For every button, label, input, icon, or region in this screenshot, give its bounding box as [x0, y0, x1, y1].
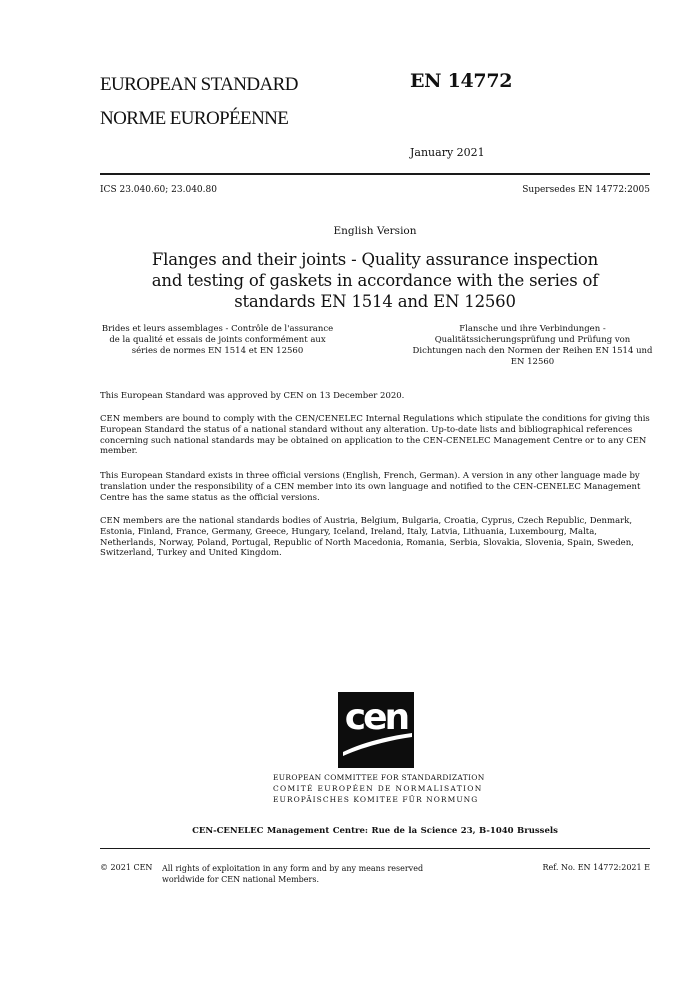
standard-type-english: EUROPEAN STANDARD: [100, 74, 298, 95]
publication-date: January 2021: [410, 146, 485, 159]
management-centre-address: CEN-CENELEC Management Centre: Rue de la Science 23, B-1040 Brussels: [192, 826, 558, 836]
german-title: Flansche und ihre Verbindungen - Qualitätssicherungsprüfung und Prüfung von Dichtungen nach den Normen der Reihen EN 1514 und EN 12560: [412, 324, 653, 367]
organization-name-english: EUROPEAN COMMITTEE FOR STANDARDIZATION: [273, 773, 485, 782]
official-versions-paragraph: This European Standard exists in three official versions (English, French, German). A version in any other language made by translation under the responsibility of a CEN member into its own language and notified to the CEN-CENELEC Management Centre has the same status as the official versions.: [100, 471, 641, 503]
members-paragraph: CEN members are the national standards bodies of Austria, Belgium, Bulgaria, Croatia, Cyprus, Czech Republic, Denmark, Estonia, Finland, France, Germany, Greece, Hungary, Iceland, Ireland, Italy, Latvia, Lithuania, Luxembourg, Malta, Netherlands, Norway, Poland, Portugal, Republic of North Macedonia, Romania, Serbia, Slovakia, Slovenia, Spain, Sweden, Switzerland, Turkey and United Kingdom.: [100, 516, 634, 559]
top-divider: [100, 173, 650, 175]
document-title: Flanges and their joints - Quality assurance inspection and testing of gaskets in accordance with the series of standards EN 1514 and EN 12560: [151, 250, 599, 311]
bottom-divider: [100, 848, 650, 849]
approval-paragraph: This European Standard was approved by CEN on 13 December 2020.: [100, 391, 405, 401]
french-title: Brides et leurs assemblages - Contrôle de l'assurance de la qualité et essais de joints conformément aux séries de normes EN 1514 et EN 12560: [101, 324, 334, 356]
reference-number: Ref. No. EN 14772:2021 E: [542, 863, 650, 872]
organization-name-german: EUROPÄISCHES KOMITEE FÜR NORMUNG: [273, 795, 479, 804]
standard-type-french: NORME EUROPÉENNE: [100, 108, 289, 129]
ics-codes: ICS 23.040.60; 23.040.80: [100, 185, 217, 195]
compliance-paragraph: CEN members are bound to comply with the CEN/CENELEC Internal Regulations which stipulate the conditions for giving this European Standard the status of a national standard without any alteration. Up-to-date lists and bibliographical references concerning such national standards may be obtained on application to the CEN-CENELEC Management Centre or to any CEN member.: [100, 414, 650, 457]
rights-statement: All rights of exploitation in any form and by any means reserved worldwide for CEN national Members.: [162, 864, 424, 884]
logo-text: cen: [344, 697, 408, 738]
supersedes-note: Supersedes EN 14772:2005: [522, 185, 650, 195]
organization-name-french: COMITÉ EUROPÉEN DE NORMALISATION: [273, 784, 483, 793]
copyright-notice: © 2021 CEN: [100, 863, 153, 872]
language-version: English Version: [333, 225, 417, 237]
cen-logo-icon: [338, 692, 414, 768]
standard-number: EN 14772: [410, 70, 513, 92]
